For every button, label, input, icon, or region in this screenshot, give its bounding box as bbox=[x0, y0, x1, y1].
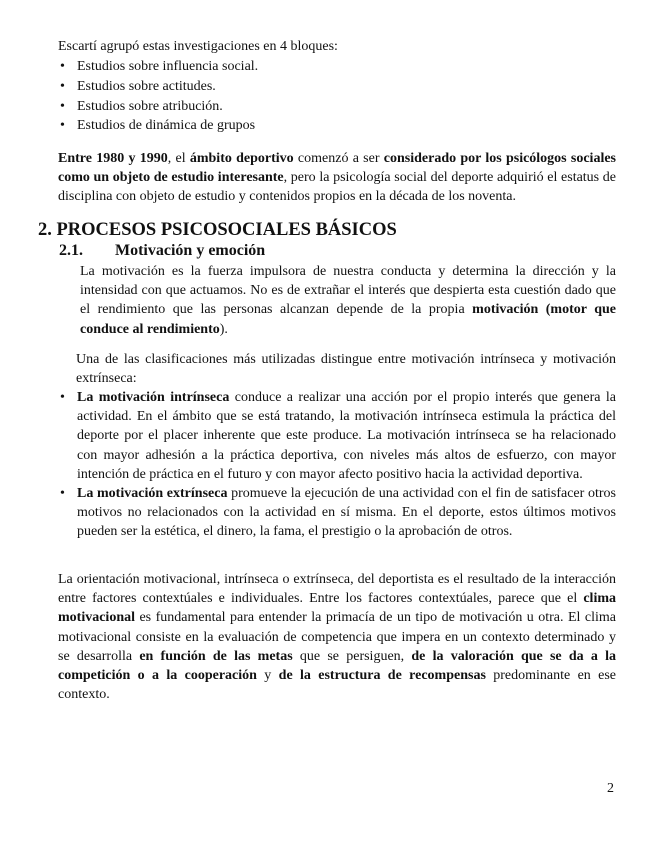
bullet-icon: • bbox=[60, 486, 65, 502]
paragraph-motivational-climate: La orientación motivacional, intrínseca o extrínseca, del deportista es el resultado de la interacción entre factores contextúales e individuales. Entre los factores contextúales, parece que el clima motivacional es fundamental para entender la primacía de un tipo de motivación u otra. El clima motivacional consiste en la evaluación de competencia que impera en un contexto determinado y se desarrolla en función de las metas que se persiguen, de la valoración que se da a la competición o a la cooperación y de la estructura de recompensas predominante en ese contexto. bbox=[58, 572, 617, 703]
section-heading: 2. PROCESOS PSICOSOCIALES BÁSICOS bbox=[38, 220, 397, 240]
intro-line: Escartí agrupó estas investigaciones en 4 bloques: bbox=[58, 39, 338, 54]
paragraph-classification: Una de las clasificaciones más utilizadas distingue entre motivación intrínseca y motivación extrínseca: bbox=[76, 352, 616, 387]
subsection-heading bbox=[59, 241, 265, 261]
subsection-number: 2.1. bbox=[59, 242, 83, 259]
blocks-list bbox=[58, 57, 598, 136]
bullet-icon: • bbox=[60, 390, 65, 405]
paragraph-history: Entre 1980 y 1990, el ámbito deportivo comenzó a ser considerado por los psicólogos sociales como un objeto de estudio interesante, pero la psicología social del deporte adquirió el estatus de disciplina con objeto de estudio y contenidos propios en la década de los noventa. bbox=[58, 151, 616, 205]
bullet-icon: • bbox=[60, 59, 65, 74]
list-item-intrinsic: • La motivación intrínseca conduce a realizar una acción por el propio interés que genera la actividad. En el ámbito que se está tratando, la motivación intrínseca estimula la práctica del deporte por el placer inherente que este produce. La motivación intrínseca se ha relacionado con mayor adhesión a la práctica deportiva, con niveles más altos de esfuerzo, con mayor intención de práctica en el futuro y con mayor afecto positivo hacia la actividad deportiva. bbox=[60, 390, 616, 482]
paragraph-motivation-definition: La motivación es la fuerza impulsora de nuestra conducta y determina la dirección y la intensidad con que actuamos. No es de extrañar el interés que despierta esta cuestión dado que el rendimiento que las personas alcanzan depende de la propia motivación (motor que conduce al rendimiento). bbox=[80, 264, 617, 337]
list-item: • Estudios sobre actitudes. bbox=[58, 77, 598, 97]
motivation-types-list bbox=[58, 388, 616, 542]
page-number: 2 bbox=[607, 781, 614, 796]
bullet-icon: • bbox=[60, 118, 65, 134]
list-item: • Estudios sobre influencia social. bbox=[58, 57, 598, 77]
list-item: • Estudios sobre atribución. bbox=[58, 97, 598, 117]
subsection-title: Motivación y emoción bbox=[115, 242, 266, 259]
list-item-extrinsic: • La motivación extrínseca promueve la ejecución de una actividad con el fin de satisfacer otros motivos no relacionados con la actividad en sí misma. En el deporte, estos últimos motivos pueden ser la estética, el dinero, la fama, el prestigio o la aprobación de otros. bbox=[60, 486, 616, 540]
bullet-icon: • bbox=[60, 78, 65, 94]
list-item: • Estudios de dinámica de grupos bbox=[58, 116, 598, 136]
bullet-icon: • bbox=[60, 98, 65, 114]
